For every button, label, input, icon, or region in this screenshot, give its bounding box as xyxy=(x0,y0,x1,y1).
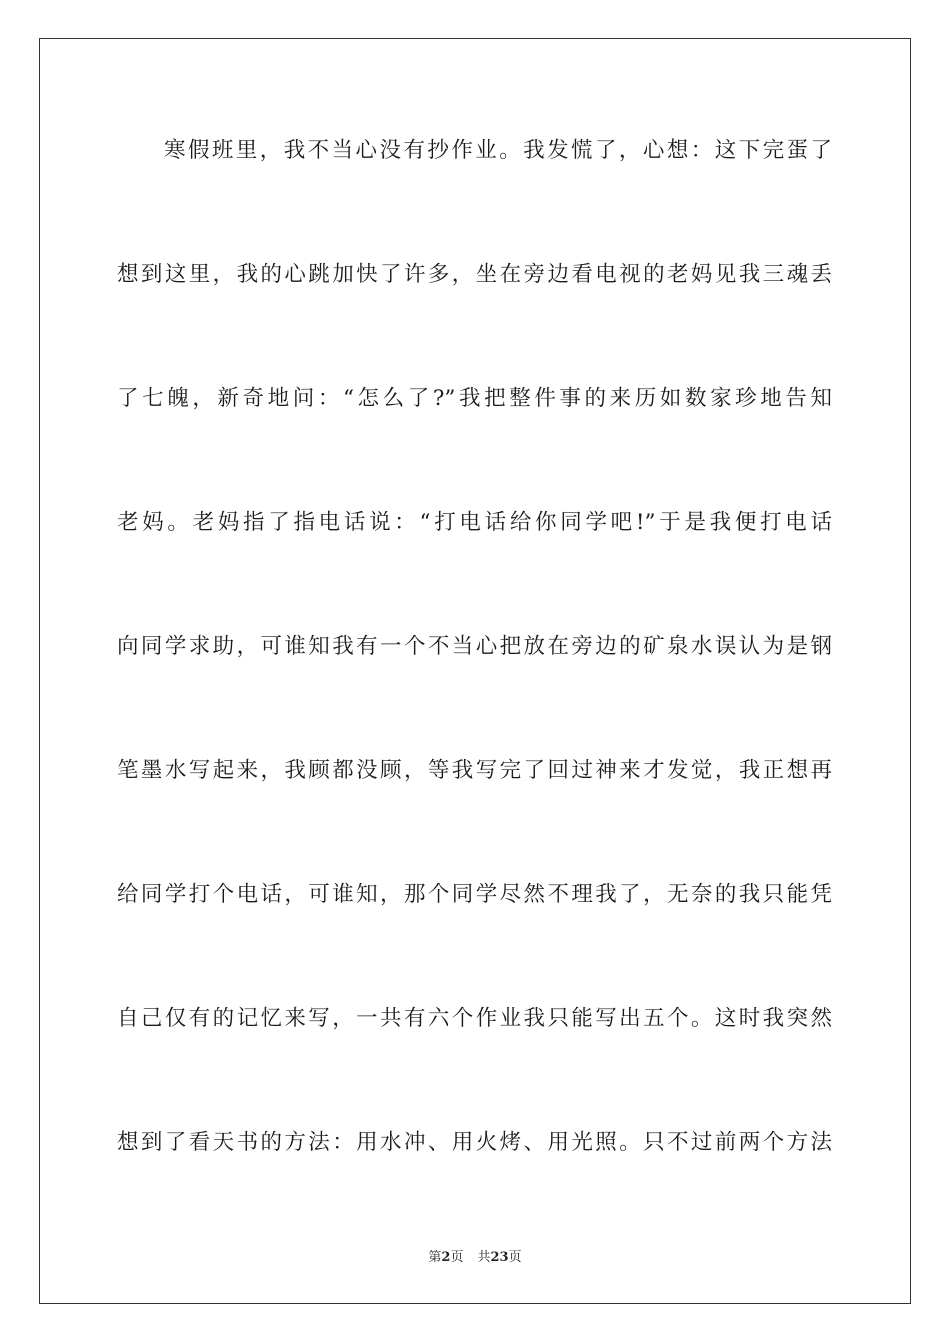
text-line-1: 寒假班里，我不当心没有抄作业。我发慌了，心想：这下完蛋了 xyxy=(164,138,832,163)
page-border xyxy=(39,38,911,1304)
text-line-6: 笔墨水写起来，我顾都没顾，等我写完了回过神来才发觉，我正想再 xyxy=(117,758,832,783)
text-line-8: 自己仅有的记忆来写，一共有六个作业我只能写出五个。这时我突然 xyxy=(117,1006,832,1031)
page-number: 2 xyxy=(441,1250,451,1265)
text-line-3: 了七魄，新奇地问：“怎么了?”我把整件事的来历如数家珍地告知 xyxy=(117,386,832,411)
text-line-7: 给同学打个电话，可谁知，那个同学尽然不理我了，无奈的我只能凭 xyxy=(117,882,832,907)
text-line-2: 想到这里，我的心跳加快了许多，坐在旁边看电视的老妈见我三魂丢 xyxy=(117,262,832,287)
page-prefix: 第 xyxy=(428,1250,442,1265)
total-prefix: 共 xyxy=(477,1250,491,1265)
text-line-9: 想到了看天书的方法：用水冲、用火烤、用光照。只不过前两个方法 xyxy=(117,1130,832,1155)
page-footer xyxy=(0,1246,950,1265)
total-suffix: 页 xyxy=(508,1250,522,1265)
page-suffix: 页 xyxy=(450,1250,464,1265)
text-line-5: 向同学求助，可谁知我有一个不当心把放在旁边的矿泉水误认为是钢 xyxy=(117,634,832,659)
total-pages: 23 xyxy=(490,1250,509,1265)
text-line-4: 老妈。老妈指了指电话说：“打电话给你同学吧!”于是我便打电话 xyxy=(117,510,832,535)
